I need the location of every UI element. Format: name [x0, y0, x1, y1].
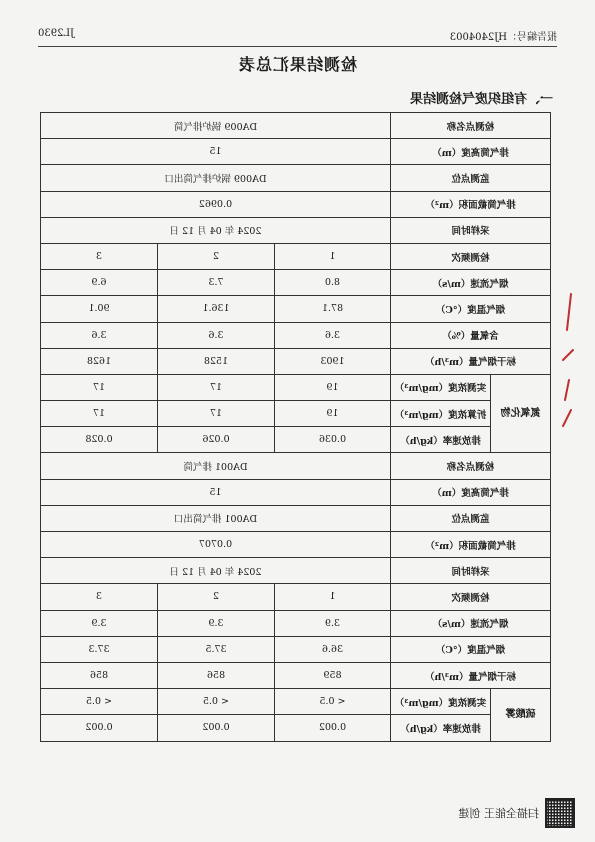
- table-row: [40, 689, 550, 715]
- table-row: [40, 532, 550, 558]
- value-cell: 17: [157, 374, 274, 400]
- table-row: [40, 427, 550, 453]
- label-cell: 排放速率（kg/h）: [390, 715, 490, 741]
- label-cell: 排气筒截面积（m²）: [390, 191, 550, 217]
- value-cell: DA001 排气筒出口: [40, 505, 390, 531]
- table-row: [40, 139, 550, 165]
- table-row: [40, 165, 550, 191]
- value-cell: 3.9: [40, 610, 157, 636]
- value-cell: 0.002: [40, 715, 157, 741]
- label-cell: 实测浓度（mg/m³）: [390, 374, 490, 400]
- label-cell: 采样时间: [390, 558, 550, 584]
- value-cell: 859: [274, 662, 390, 688]
- value-cell: 0.0962: [40, 191, 390, 217]
- label-cell: 检测频次: [390, 584, 550, 610]
- value-cell: 17: [157, 401, 274, 427]
- label-cell: 折算浓度（mg/m³）: [390, 401, 490, 427]
- label-cell: 烟气流速（m/s）: [390, 610, 550, 636]
- value-cell: DA001 排气筒: [40, 453, 390, 479]
- value-cell: 37.3: [40, 636, 157, 662]
- value-cell: 856: [40, 662, 157, 688]
- table-row: [40, 584, 550, 610]
- table-row: [40, 558, 550, 584]
- value-cell: 1903: [274, 348, 390, 374]
- label-cell: 实测浓度（mg/m³）: [390, 689, 490, 715]
- value-cell: < 0.5: [40, 689, 157, 715]
- value-cell: 0.028: [40, 427, 157, 453]
- value-cell: 0.0707: [40, 532, 390, 558]
- page-title: 检测结果汇总表: [238, 55, 358, 74]
- value-cell: 0.026: [157, 427, 274, 453]
- value-cell: 1: [274, 584, 390, 610]
- value-cell: 1: [274, 243, 390, 269]
- label-cell: 烟气流速（m/s）: [390, 270, 550, 296]
- label-cell: 检测频次: [390, 243, 550, 269]
- table-row: [40, 610, 550, 636]
- value-cell: 1528: [157, 348, 274, 374]
- value-cell: 3.6: [274, 322, 390, 348]
- table-row: [40, 217, 550, 243]
- table-row: [40, 636, 550, 662]
- label-cell: 检测点名称: [390, 453, 550, 479]
- value-cell: 90.1: [40, 296, 157, 322]
- watermark-text: 扫描全能王 创建: [458, 807, 539, 820]
- label-cell: 烟气温度（°C）: [390, 296, 550, 322]
- value-cell: 15: [40, 139, 390, 165]
- value-cell: 3: [40, 584, 157, 610]
- value-cell: 1628: [40, 348, 157, 374]
- value-cell: 36.6: [274, 636, 390, 662]
- report-number: 报告编号：HJ2404003: [449, 32, 557, 43]
- table-row: [40, 243, 550, 269]
- table-row: [40, 322, 550, 348]
- page-code: JL2930: [38, 28, 75, 39]
- label-cell: 监测点位: [390, 505, 550, 531]
- value-cell: 8.0: [274, 270, 390, 296]
- value-cell: 856: [157, 662, 274, 688]
- value-cell: 2: [157, 584, 274, 610]
- pollutant-cell: 氮氧化物: [491, 374, 551, 453]
- value-cell: 3.9: [157, 610, 274, 636]
- table-row: [40, 296, 550, 322]
- value-cell: < 0.5: [274, 689, 390, 715]
- results-table: [40, 112, 551, 742]
- value-cell: 2024 年 04 月 12 日: [40, 558, 390, 584]
- value-cell: 6.9: [40, 270, 157, 296]
- table-row: [40, 715, 550, 741]
- label-cell: 排放速率（kg/h）: [390, 427, 490, 453]
- label-cell: 标干烟气量（m³/h）: [390, 348, 550, 374]
- value-cell: 19: [274, 401, 390, 427]
- value-cell: DA009 锅炉排气筒: [40, 113, 390, 139]
- value-cell: 3.6: [40, 322, 157, 348]
- value-cell: 3.6: [157, 322, 274, 348]
- value-cell: 17: [40, 401, 157, 427]
- value-cell: 2024 年 04 月 12 日: [40, 217, 390, 243]
- value-cell: 87.1: [274, 296, 390, 322]
- qr-code-icon: [545, 798, 575, 828]
- table-row: [40, 270, 550, 296]
- value-cell: 3.9: [274, 610, 390, 636]
- pollutant-cell: 硫酸雾: [491, 689, 551, 741]
- value-cell: 0.002: [157, 715, 274, 741]
- value-cell: 7.3: [157, 270, 274, 296]
- table-row: [40, 113, 550, 139]
- table-row: [40, 191, 550, 217]
- value-cell: DA009 锅炉排气筒出口: [40, 165, 390, 191]
- value-cell: 19: [274, 374, 390, 400]
- label-cell: 采样时间: [390, 217, 550, 243]
- table-row: [40, 479, 550, 505]
- value-cell: < 0.5: [157, 689, 274, 715]
- value-cell: 0.036: [274, 427, 390, 453]
- label-cell: 监测点位: [390, 165, 550, 191]
- value-cell: 0.002: [274, 715, 390, 741]
- label-cell: 检测点名称: [390, 113, 550, 139]
- value-cell: 17: [40, 374, 157, 400]
- value-cell: 37.5: [157, 636, 274, 662]
- label-cell: 排气筒截面积（m²）: [390, 532, 550, 558]
- value-cell: 2: [157, 243, 274, 269]
- value-cell: 3: [40, 243, 157, 269]
- handwritten-margin-mark: [557, 290, 577, 430]
- table-row: [40, 662, 550, 688]
- label-cell: 含氧量（%）: [390, 322, 550, 348]
- label-cell: 标干烟气量（m³/h）: [390, 662, 550, 688]
- scanner-watermark: [459, 798, 576, 828]
- page-header: [38, 28, 557, 47]
- label-cell: 烟气温度（°C）: [390, 636, 550, 662]
- value-cell: 15: [40, 479, 390, 505]
- table-row: [40, 453, 550, 479]
- table-row: [40, 505, 550, 531]
- table-row: [40, 401, 550, 427]
- section-title: 一、有组织废气检测结果: [409, 92, 553, 107]
- value-cell: 136.1: [157, 296, 274, 322]
- label-cell: 排气筒高度（m）: [390, 479, 550, 505]
- table-row: [40, 374, 550, 400]
- table-row: [40, 348, 550, 374]
- label-cell: 排气筒高度（m）: [390, 139, 550, 165]
